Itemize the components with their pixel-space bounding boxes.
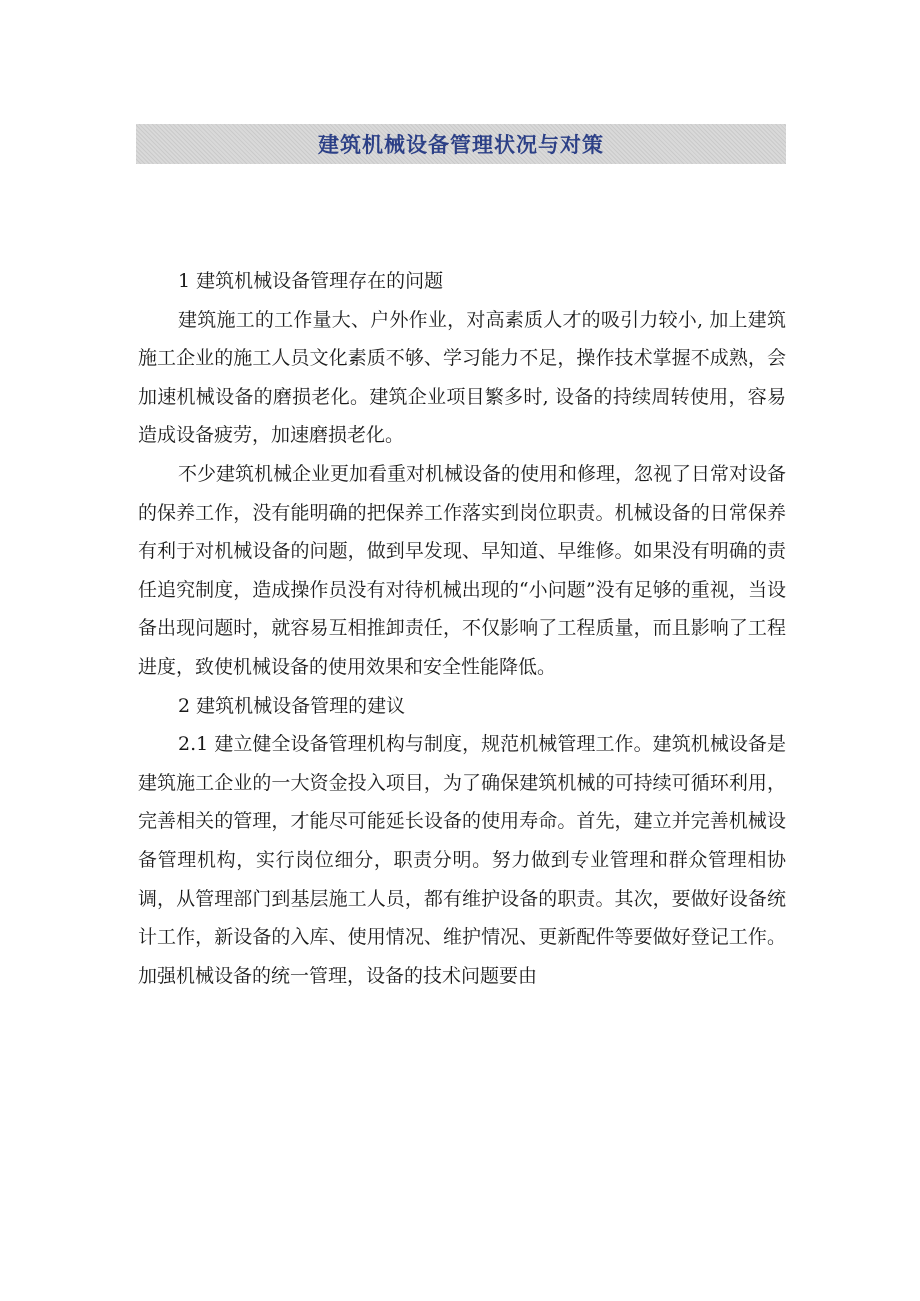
title-banner	[136, 124, 786, 164]
document-body	[138, 262, 786, 995]
section-heading-2: 2 建筑机械设备管理的建议	[178, 694, 406, 717]
paragraph-1: 建筑施工的工作量大、户外作业，对高素质人才的吸引力较小, 加上建筑施工企业的施工人员文化素质不够、学习能力不足，操作技术掌握不成熟，会加速机械设备的磨损老化。建筑企业项目繁多时, 设备的持续周转使用，容易造成设备疲劳，加速磨损老化。	[138, 308, 786, 447]
paragraph-2: 不少建筑机械企业更加看重对机械设备的使用和修理，忽视了日常对设备的保养工作，没有能明确的把保养工作落实到岗位职责。机械设备的日常保养有利于对机械设备的问题，做到早发现、早知道、早维修。如果没有明确的责任追究制度，造成操作员没有对待机械出现的“小问题”没有足够的重视，当设备出现问题时，就容易互相推卸责任，不仅影响了工程质量，而且影响了工程进度，致使机械设备的使用效果和安全性能降低。	[138, 462, 787, 678]
document-title: 建筑机械设备管理状况与对策	[318, 132, 604, 157]
paragraph-3: 2.1 建立健全设备管理机构与制度，规范机械管理工作。建筑机械设备是建筑施工企业的一大资金投入项目，为了确保建筑机械的可持续可循环利用，完善相关的管理，才能尽可能延长设备的使用寿命。首先，建立并完善机械设备管理机构，实行岗位细分，职责分明。努力做到专业管理和群众管理相协调，从管理部门到基层施工人员，都有维护设备的职责。其次，要做好设备统计工作，新设备的入库、使用情况、维护情况、更新配件等要做好登记工作。加强机械设备的统一管理，设备的技术问题要由	[138, 733, 786, 987]
section-heading-1: 1 建筑机械设备管理存在的问题	[178, 270, 444, 292]
